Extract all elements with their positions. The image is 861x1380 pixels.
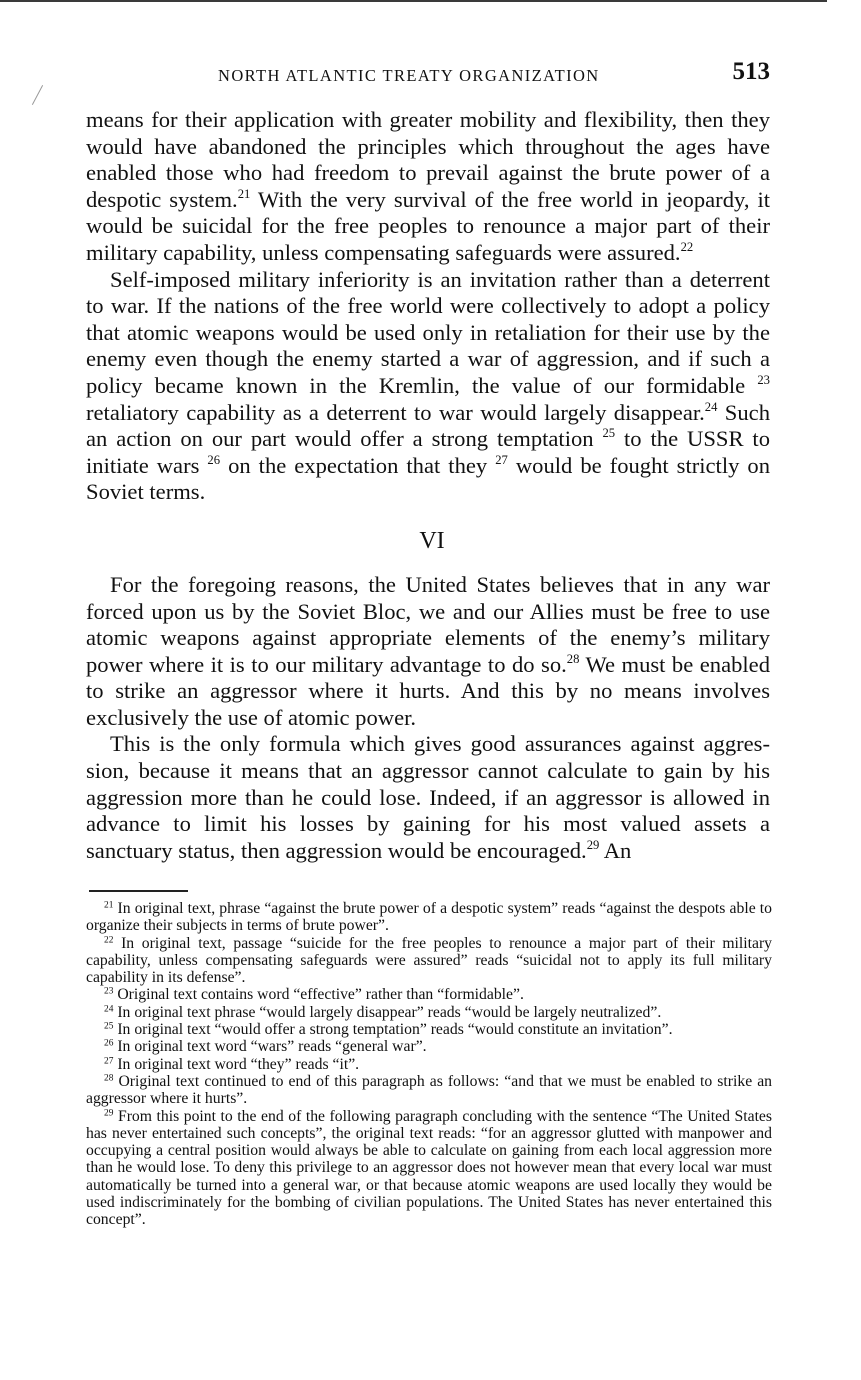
footnote: [86, 1038, 772, 1055]
paragraph-military-inferiority: [86, 267, 770, 506]
page-top-edge-rule: [0, 0, 827, 2]
paragraph-continued: [86, 107, 770, 267]
text-run: Such an action on our part would offer a strong temptation: [86, 399, 770, 452]
footnote-text: From this point to the end of the following paragraph concluding with the sentence “The United States has never entertained such concepts”, the original text reads: “for an aggressor glutted with manpower and occupying a central position would always be able to calculate on gaining from each local aggression more than he would lose. To deny this privilege to an aggressor does not however mean that every local war must automatically be turned into a general war, or that because atomic weapons are used locally they would be used indiscriminately for the bombing of civilian populations. The United States has never entertained this concept”.: [86, 1107, 772, 1229]
footnote-ref-29: 29: [586, 837, 600, 852]
footnote-number: 25: [104, 1021, 114, 1032]
paragraph-foregoing-reasons: [86, 572, 770, 732]
footnote: [86, 1073, 772, 1108]
footnote-text: In original text, passage “suicide for the free peoples to renounce a major part of their military capability, unless compensating safeguards were assured” reads “suicidal not to apply its full military capability in its defense”.: [86, 934, 773, 987]
footnote-number: 24: [104, 1004, 114, 1015]
footnote: [86, 1021, 772, 1038]
footnote: [86, 1056, 772, 1073]
text-run: would be fought strictly on Soviet terms.: [86, 452, 771, 505]
footnote: [86, 1004, 772, 1021]
text-run: Self-imposed military inferiority is an invitation rather than a deterrent to war. If the nations of the free world were collectively to adopt a policy that atomic weapons would be used only in retaliation for their use by the enemy even though the enemy started a war of aggression, and if such a policy became known in the Kremlin, the value of our formidable: [86, 266, 770, 398]
footnote-number: 23: [104, 986, 114, 997]
text-run: We must be enabled to strike an aggressor where it hurts. And this by no means involves exclusively the use of atomic power.: [86, 651, 770, 730]
body-text: [86, 107, 770, 864]
running-header: [86, 56, 770, 92]
footnote: [86, 986, 772, 1003]
footnote-text: In original text “would offer a strong temptation” reads “would constitute an invitation”.: [117, 1021, 673, 1039]
footnote-number: 26: [104, 1038, 114, 1049]
footnote-text: Original text contains word “effective” rather than “formidable”.: [117, 986, 524, 1004]
footnote-text: In original text word “wars” reads “general war”.: [117, 1038, 427, 1056]
footnote-text: In original text phrase “would largely disappear” reads “would be largely neutralized”.: [117, 1003, 662, 1021]
text-run: This is the only formula which gives good assurances against aggression, because it means that an aggressor cannot calculate to gain by his aggression more than he could lose. Indeed, if an aggressor is allowed in advance to limit his losses by gaining for his most valued assets a sanctuary status, then aggression would be encouraged.: [86, 731, 770, 863]
footnote-number: 21: [104, 900, 114, 911]
running-title: NORTH ATLANTIC TREATY ORGANIZATION: [218, 66, 600, 85]
footnote-ref-21: 21: [237, 186, 251, 201]
footnote-ref-23: 23: [757, 372, 770, 387]
text-run: to the USSR to initiate wars: [86, 426, 770, 478]
footnote: [86, 1108, 772, 1229]
footnote-text: Original text continued to end of this paragraph as follows: “and that we must be enabled to strike an aggressor where it hurts”.: [86, 1072, 772, 1108]
footnote-ref-26: 26: [207, 452, 221, 467]
footnote-number: 22: [104, 934, 114, 945]
footnote: [86, 935, 772, 987]
footnote-ref-28: 28: [566, 651, 580, 666]
page-number: 513: [732, 58, 770, 85]
paragraph-only-formula: [86, 731, 770, 864]
footnote-ref-24: 24: [704, 399, 718, 414]
text-run: An: [599, 837, 632, 863]
section-heading: VI: [419, 527, 445, 554]
text-run: For the foregoing reasons, the United States believes that in any war forced upon us by the Soviet Bloc, we and our Allies must be free to use atomic weapons against appropriate elements of the enemy’s military power where it is to our military advantage to do so.: [86, 571, 770, 677]
footnote-text: In original text, phrase “against the brute power of a despotic system” reads “against the despots able to organize their subjects in terms of brute power”.: [86, 900, 773, 935]
footnote-separator: [89, 890, 188, 892]
footnote-text: In original text word “they” reads “it”.: [117, 1055, 360, 1073]
footnotes: [86, 900, 772, 1229]
text-run: retaliatory capability as a deterrent to war would largely disappear.: [86, 399, 705, 425]
text-run: on the expectation that they: [220, 452, 496, 478]
text-run: With the very survival of the free world in jeopardy, it would be suicidal for the free peoples to renounce a major part of their military capability, unless compensating safeguards were assured.: [86, 186, 770, 265]
footnote-number: 29: [104, 1107, 114, 1118]
footnote-number: 28: [104, 1073, 114, 1084]
margin-pen-mark: [32, 85, 43, 105]
footnote: [86, 900, 772, 935]
footnote-number: 27: [104, 1056, 114, 1067]
footnote-ref-22: 22: [680, 239, 694, 254]
footnote-ref-25: 25: [602, 426, 616, 441]
footnote-ref-27: 27: [495, 452, 508, 467]
text-run: means for their application with greater mobility and flexibility, then they would have abandoned the principles which throughout the ages have enabled those who had freedom to prevail against the brute power of a despotic system.: [86, 107, 770, 212]
